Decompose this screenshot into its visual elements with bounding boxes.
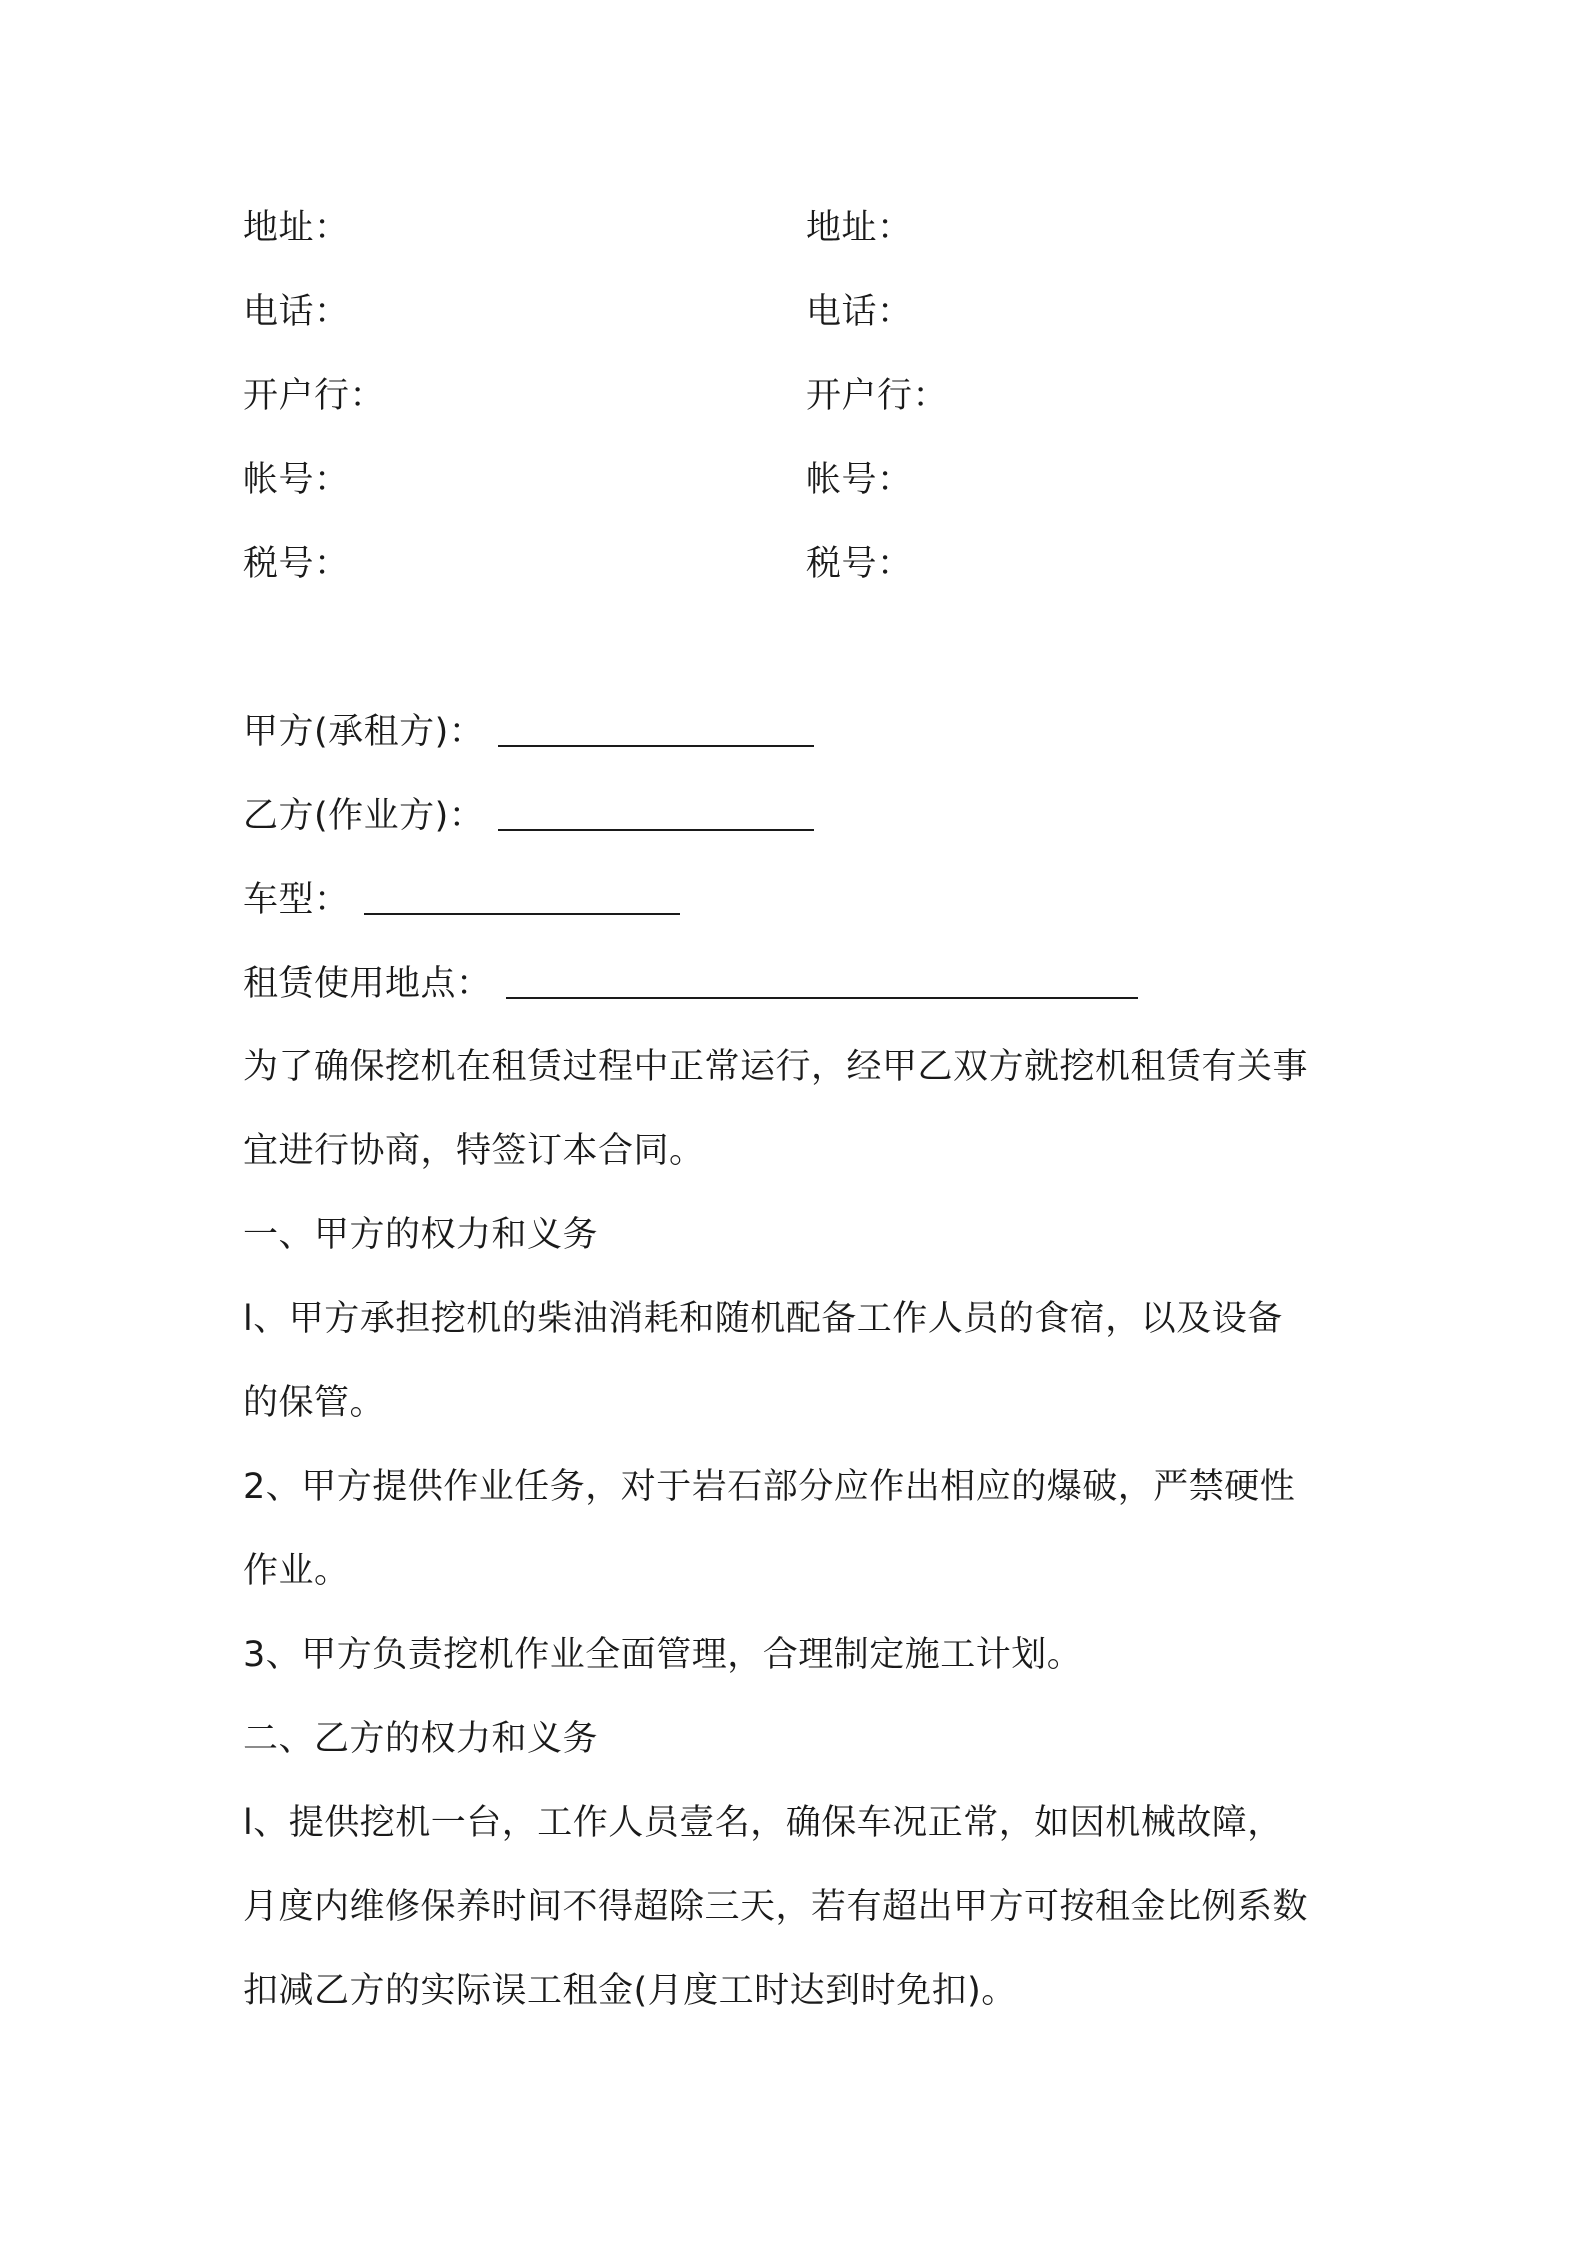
left-account-label: 帐号： <box>243 460 350 500</box>
right-address-label: 地址： <box>806 208 913 248</box>
section-1-heading: 一、甲方的权力和义务 <box>243 1215 599 1255</box>
party-b-blank <box>498 799 814 831</box>
left-phone-label: 电话： <box>243 292 350 332</box>
s1-item3: 3、甲方负责挖机作业全面管理，合理制定施工计划。 <box>243 1635 1083 1675</box>
left-address-label: 地址： <box>243 208 350 248</box>
location-field <box>243 960 1138 1008</box>
right-tax-label: 税号： <box>806 544 913 584</box>
right-phone-label: 电话： <box>806 292 913 332</box>
left-bank-label: 开户行： <box>243 376 386 416</box>
right-bank-label: 开户行： <box>806 376 949 416</box>
left-tax-label: 税号： <box>243 544 350 584</box>
intro-line-2: 宜进行协商，特签订本合同。 <box>243 1131 705 1171</box>
party-a-field <box>243 708 814 756</box>
party-b-label: 乙方(作业方)： <box>243 796 485 836</box>
party-a-blank <box>498 715 814 747</box>
s1-item1-line1: l、甲方承担挖机的柴油消耗和随机配备工作人员的食宿，以及设备 <box>243 1299 1283 1339</box>
section-2-heading: 二、乙方的权力和义务 <box>243 1719 599 1759</box>
s2-item1-line2: 月度内维修保养时间不得超除三天，若有超出甲方可按租金比例系数 <box>243 1887 1309 1927</box>
s2-item1-line1: l、提供挖机一台，工作人员壹名，确保车况正常，如因机械故障， <box>243 1803 1283 1843</box>
location-label: 租赁使用地点： <box>243 964 492 1004</box>
s1-item2-line2: 作业。 <box>243 1551 350 1591</box>
vehicle-blank <box>364 883 680 915</box>
party-a-label: 甲方(承租方)： <box>243 712 485 752</box>
intro-line-1: 为了确保挖机在租赁过程中正常运行，经甲乙双方就挖机租赁有关事 <box>243 1047 1309 1087</box>
party-b-field <box>243 792 814 840</box>
right-account-label: 帐号： <box>806 460 913 500</box>
vehicle-label: 车型： <box>243 880 350 920</box>
s1-item1-line2: 的保管。 <box>243 1383 386 1423</box>
s2-item1-line3: 扣减乙方的实际误工租金(月度工时达到时免扣)。 <box>243 1971 1017 2011</box>
s1-item2-line1: 2、甲方提供作业任务，对于岩石部分应作出相应的爆破，严禁硬性 <box>243 1467 1296 1507</box>
location-blank <box>506 967 1138 999</box>
vehicle-field <box>243 876 680 924</box>
